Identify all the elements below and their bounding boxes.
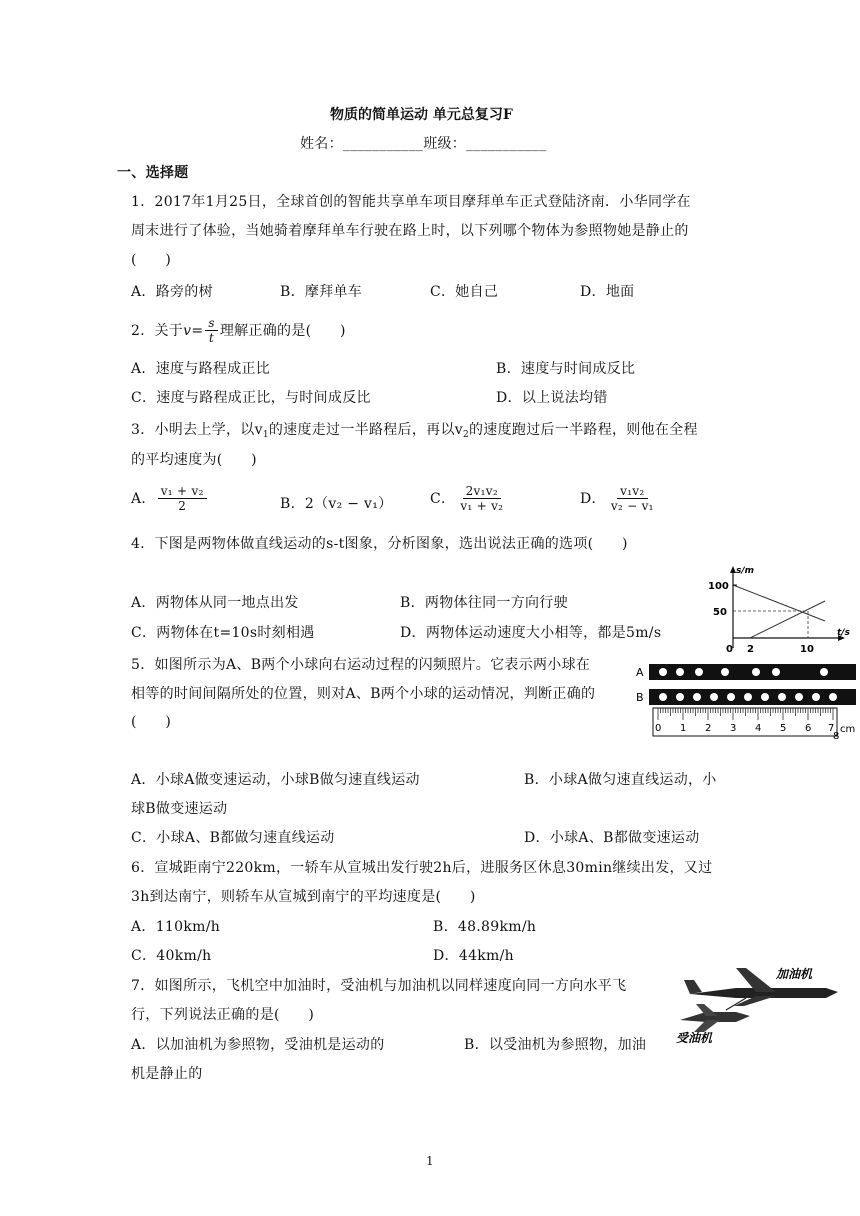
ruler-label-2: 2	[705, 723, 712, 734]
page-number: 1	[426, 1154, 434, 1168]
ruler-label-4: 4	[755, 723, 762, 734]
q2-option-d: D．以上说法均错	[496, 390, 608, 406]
q3-line2: 的平均速度为( )	[131, 452, 257, 468]
receiver-label: 受油机	[676, 1031, 713, 1045]
q2-num: s	[205, 316, 217, 331]
q5-line2: 相等的时间间隔所处的位置，则对A、B两个小球的运动情况，判断正确的	[131, 686, 596, 702]
q2-fraction	[205, 316, 217, 345]
q7-option-a: A．以加油机为参照物，受油机是运动的	[131, 1037, 385, 1053]
q3-c-den: v₁ + v₂	[460, 499, 504, 513]
q2-option-c: C．速度与路程成正比，与时间成反比	[131, 390, 371, 406]
q4-line1: 4．下图是两物体做直线运动的s-t图象，分析图象，选出说法正确的选项( )	[131, 536, 628, 552]
q5-line3: ( )	[131, 714, 172, 730]
q2-suffix: 理解正确的是( )	[219, 322, 346, 339]
tanker-label: 加油机	[776, 967, 813, 981]
x-tick-0: 0	[726, 644, 733, 655]
q3-a-label: A．	[131, 490, 156, 507]
q4-option-c: C．两物体在t=10s时刻相遇	[131, 625, 315, 641]
q3-option-c	[430, 484, 508, 513]
q6-line1: 6．宣城距南宁220km，一轿车从宣城出发行驶2h后，进服务区休息30min继续出发，又过	[131, 860, 713, 876]
ball-b	[676, 693, 684, 701]
ruler-label-1: 1	[680, 723, 687, 734]
q2-stem	[131, 316, 346, 345]
ball-b	[778, 693, 786, 701]
q3-line1c: 的速度跑过后一半路程，则他在全程	[469, 422, 698, 438]
q1-option-a: A．路旁的树	[131, 284, 213, 300]
ruler-unit: cm	[840, 724, 856, 735]
q4-option-a: A．两物体从同一地点出发	[131, 595, 299, 611]
q2-option-a: A．速度与路程成正比	[131, 361, 271, 377]
q3-option-b	[280, 494, 392, 514]
q3-b-text: 2（v₂ − v₁）	[304, 496, 393, 512]
q3-line1	[131, 420, 698, 445]
q1-option-b: B．摩拜单车	[280, 284, 363, 300]
q3-b-label: B．	[280, 496, 305, 512]
ball-a	[820, 668, 828, 676]
q5-line1: 5．如图所示为A、B两个小球向右运动过程的闪频照片。它表示两小球在	[131, 657, 591, 673]
ruler-label-5: 5	[780, 723, 787, 734]
q2-prefix: 2．关于	[131, 322, 184, 339]
line-decreasing	[733, 585, 825, 621]
ruler-label-6: 6	[805, 723, 812, 734]
q6-option-a: A．110km/h	[131, 919, 221, 935]
q3-sub1: 1	[262, 430, 269, 440]
q4-option-d: D．两物体运动速度大小相等，都是5m/s	[400, 625, 662, 641]
q1-line1: 1．2017年1月25日，全球首创的智能共享单车项目摩拜单车正式登陆济南．小华同学在	[131, 194, 691, 210]
ball-a	[659, 668, 667, 676]
q3-d-den: v₂ − v₁	[610, 499, 654, 513]
refuel-figure	[676, 962, 846, 1046]
q7-option-b: B．以受油机为参照物，加油	[464, 1037, 647, 1053]
q5-option-d: D．小球A、B都做变速运动	[524, 830, 700, 846]
page-title: 物质的简单运动 单元总复习F	[330, 107, 513, 123]
q6-option-c: C．40km/h	[131, 948, 212, 964]
ball-b	[795, 693, 803, 701]
q3-a-num: v₁ + v₂	[158, 484, 207, 499]
q3-line1b: 的速度走过一半路程后，再以v	[268, 422, 463, 438]
ruler-label-7: 7	[828, 723, 835, 734]
q3-option-a	[131, 484, 209, 513]
q1-option-c: C．她自己	[430, 284, 499, 300]
q3-d-num: v₁v₂	[617, 484, 647, 499]
q7-option-b-cont: 机是静止的	[131, 1066, 203, 1082]
receiver-plane-icon	[680, 1004, 750, 1032]
q6-line2: 3h到达南宁，则轿车从宣城到南宁的平均速度是( )	[131, 889, 476, 905]
q7-line1: 7．如图所示，飞机空中加油时，受油机与加油机以同样速度向同一方向水平飞	[131, 978, 627, 994]
q3-c-num: 2v₁v₂	[463, 484, 501, 499]
q1-line3: ( )	[131, 252, 172, 268]
ball-a	[772, 668, 780, 676]
ball-b	[744, 693, 752, 701]
flash-photo-figure	[636, 660, 858, 742]
ball-b	[659, 693, 667, 701]
q2-v: v=	[183, 322, 204, 339]
tanker-plane-icon	[684, 968, 838, 1010]
strip-b-label: B	[636, 691, 644, 704]
q1-option-d: D．地面	[580, 284, 635, 300]
ball-a	[721, 668, 729, 676]
q3-line1a: 3．小明去上学，以v	[131, 422, 263, 438]
ball-a	[695, 668, 703, 676]
y-tick-100: 100	[708, 581, 729, 592]
ball-b	[727, 693, 735, 701]
q3-d-label: D．	[580, 490, 606, 507]
q6-option-b: B．48.89km/h	[433, 919, 537, 935]
y-axis-label: s/m	[736, 566, 755, 576]
ball-b	[812, 693, 820, 701]
q3-a-frac	[158, 484, 207, 513]
q5-option-b: B．小球A做匀速直线运动，小	[524, 772, 717, 788]
q2-den: t	[209, 331, 215, 345]
q3-a-den: 2	[178, 499, 187, 513]
ball-b	[693, 693, 701, 701]
q3-option-d	[580, 484, 659, 513]
q5-option-c: C．小球A、B都做匀速直线运动	[131, 830, 335, 846]
name-class-line: 姓名：___________班级：___________	[300, 136, 547, 152]
q6-option-d: D．44km/h	[433, 948, 514, 964]
q3-c-label: C．	[430, 490, 456, 507]
q5-option-a: A．小球A做变速运动，小球B做匀速直线运动	[131, 772, 420, 788]
y-tick-50: 50	[713, 607, 727, 618]
q2-option-b: B．速度与时间成反比	[496, 361, 636, 377]
ball-b	[829, 693, 837, 701]
ball-b	[761, 693, 769, 701]
strip-a-label: A	[636, 666, 644, 679]
q7-line2: 行，下列说法正确的是( )	[131, 1007, 315, 1023]
x-tick-10: 10	[800, 644, 814, 655]
ruler-label-8: 8	[833, 731, 840, 742]
ball-a	[676, 668, 684, 676]
ball-a	[752, 668, 760, 676]
q3-c-frac	[457, 484, 506, 513]
ruler-label-3: 3	[730, 723, 737, 734]
ball-b	[710, 693, 718, 701]
q3-d-frac	[608, 484, 657, 513]
section-heading: 一、选择题	[117, 165, 189, 181]
q5-option-b-cont: 球B做变速运动	[131, 801, 228, 817]
st-graph	[700, 563, 850, 658]
x-tick-2: 2	[747, 644, 754, 655]
q4-option-b: B．两物体往同一方向行驶	[400, 595, 568, 611]
x-axis-label: t/s	[837, 628, 850, 638]
q1-line2: 周末进行了体验，当她骑着摩拜单车行驶在路上时，以下列哪个物体为参照物她是静止的	[131, 223, 689, 239]
q3-sub2: 2	[462, 430, 469, 440]
ruler-label-0: 0	[655, 723, 662, 734]
